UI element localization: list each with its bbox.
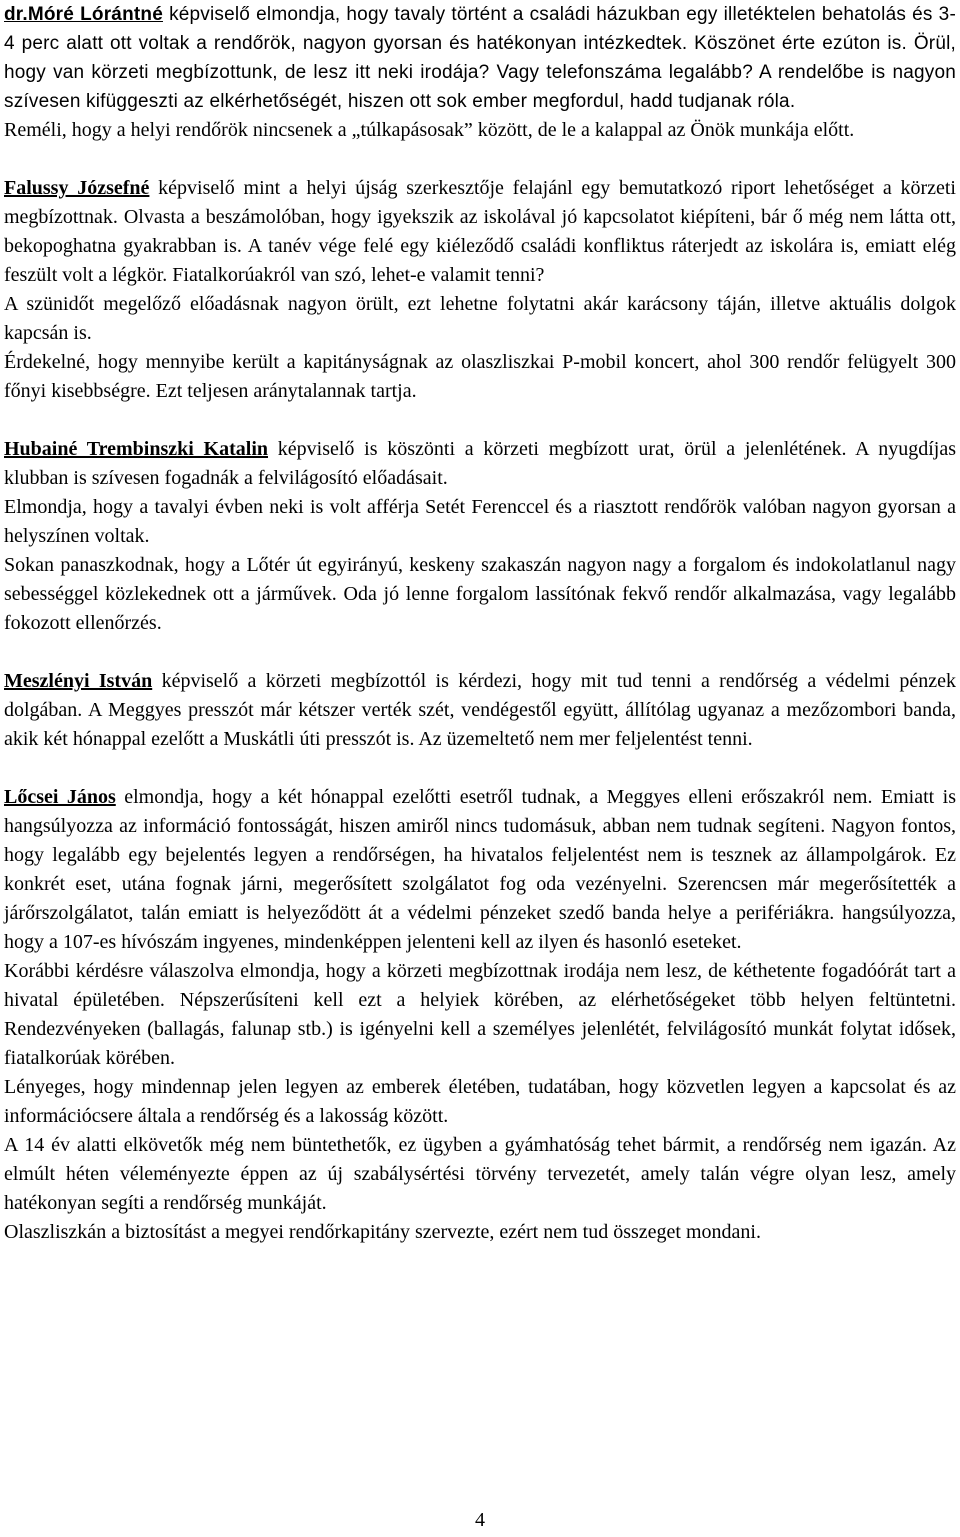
speaker-name: dr.Móré Lórántné [4, 4, 163, 25]
page-number: 4 [475, 1509, 485, 1531]
paragraph-text: képviselő a körzeti megbízottól is kérdezi, hogy mit tud tenni a rendőrség a védelmi pénzek dolgában. A Meggyes presszót már kétszer verték szét, vendégestől együtt, állítólag ugyanaz a mezőzombori banda, akik két hónappal ezelőtt a Muskátli úti presszót is. Az üzemeltető nem mer feljelentést tenni. [4, 670, 956, 750]
paragraph [4, 174, 956, 290]
paragraph [4, 435, 956, 493]
speaker-name: Hubainé Trembinszki Katalin [4, 438, 269, 460]
paragraph: Korábbi kérdésre válaszolva elmondja, hogy a körzeti megbízottnak irodája nem lesz, de kéthetente fogadóórát tart a hivatal épületében. Népszerűsíteni kell ezt a helyiek körében, az elérhetőségeket több helyen feltüntetni. Rendezvényeken (ballagás, falunap stb.) is igényelni kell a személyes jelenlétét, felvilágosító munkát folytat idősek, fiatalkorúak körében. [4, 960, 956, 1069]
speaker-name: Meszlényi István [4, 670, 153, 692]
spacer [4, 754, 956, 783]
block-falussy [4, 174, 956, 406]
paragraph: Sokan panaszkodnak, hogy a Lőtér út egyirányú, keskeny szakaszán nagyon nagy a forgalom és indokolatlanul nagy sebességgel közlekednek ott a járművek. Oda jó lenne forgalom lassítónak fekvő rendőr alkalmazása, vagy legalább fokozott ellenőrzés. [4, 554, 956, 634]
paragraph: Reméli, hogy a helyi rendőrök nincsenek a „túlkapásosak” között, de le a kalappal az Önök munkája előtt. [4, 119, 855, 141]
block-hubaine [4, 435, 956, 638]
paragraph: Olaszliszkán a biztosítást a megyei rendőrkapitány szervezte, ezért nem tud összeget mondani. [4, 1221, 761, 1243]
paragraph: A szünidőt megelőző előadásnak nagyon örült, ezt lehetne folytatni akár karácsony táján, illetve aktuális dolgok kapcsán is. [4, 293, 956, 344]
block-more [4, 0, 956, 145]
block-locsei [4, 783, 956, 1247]
speaker-name: Lőcsei János [4, 786, 116, 808]
spacer [4, 406, 956, 435]
paragraph-text: elmondja, hogy a két hónappal ezelőtti esetről tudnak, a Meggyes elleni erőszakról nem. Emiatt is hangsúlyozza az információ fontosságát, hiszen amiről nincs tudomásuk, abban nem tudnak segíteni. Nagyon fontos, hogy legalább egy bejelentés legyen a rendőrségen, ha hivatalos feljelentést nem is tesznek az állampolgárok. Ez konkrét eset, utána fognak járni, megerősített szolgálatot fog oda vezényelni. Szerencsen már megerősítették a járőrszolgálatot, talán emiatt is helyeződött át a védelmi pénzeket szedő banda helye a perifériákra. hangsúlyozza, hogy a 107-es hívószám ingyenes, mindenképpen jelenteni kell az ilyen és hasonló eseteket. [4, 786, 956, 953]
speaker-name: Falussy Józsefné [4, 177, 150, 199]
paragraph [4, 783, 956, 957]
block-meszlenyi [4, 667, 956, 754]
paragraph-text: képviselő elmondja, hogy tavaly történt a családi házukban egy illetéktelen behatolás és 3-4 perc alatt ott voltak a rendőrök, nagyon gyorsan és hatékonyan intézkedtek. Köszönet érte ezúton is. Örül, hogy van körzeti megbízottunk, de lesz itt neki irodája? Vagy telefonszáma legalább? A rendelőbe is nagyon szívesen kifüggeszti az elkérhetőségét, hiszen ott sok ember megfordul, hadd tudjanak róla. [4, 4, 956, 112]
spacer [4, 145, 956, 174]
paragraph: Elmondja, hogy a tavalyi évben neki is volt afférja Setét Ferenccel és a riasztott rendőrök valóban nagyon gyorsan a helyszínen voltak. [4, 496, 956, 547]
paragraph: Érdekelné, hogy mennyibe került a kapitányságnak az olaszliszkai P-mobil koncert, ahol 300 rendőr felügyelt 300 főnyi kisebbségre. Ezt teljesen aránytalannak tartja. [4, 351, 956, 402]
document-body [4, 0, 956, 1247]
paragraph [4, 667, 956, 754]
spacer [4, 638, 956, 667]
paragraph [4, 0, 956, 116]
paragraph-text: képviselő is köszönti a körzeti megbízott urat, örül a jelenlétének. A nyugdíjas klubban is szívesen fogadnák a felvilágosító előadásait. [4, 438, 957, 489]
paragraph: A 14 év alatti elkövetők még nem büntethetők, ez ügyben a gyámhatóság tehet bármit, a rendőrség nem igazán. Az elmúlt héten véleményezte éppen az új szabálysértési törvény tervezetét, amely talán végre olyan lesz, amely hatékonyan segíti a rendőrség munkáját. [4, 1134, 956, 1214]
paragraph-text: képviselő mint a helyi újság szerkesztője felajánl egy bemutatkozó riport lehetőséget a körzeti megbízottnak. Olvasta a beszámolóban, hogy igyekszik az iskolával jó kapcsolatot kiépíteni, bár ő még nem látta ott, bekopoghatna gyakrabban is. A tanév vége felé egy kiéleződő családi konfliktus ráterjedt az iskolára is, emiatt elég feszült volt a légkör. Fiatalkorúakról van szó, lehet-e valamit tenni? [4, 177, 956, 286]
paragraph: Lényeges, hogy mindennap jelen legyen az emberek életében, tudatában, hogy közvetlen legyen a kapcsolat és az információcsere általa a rendőrség és a lakosság között. [4, 1076, 956, 1127]
